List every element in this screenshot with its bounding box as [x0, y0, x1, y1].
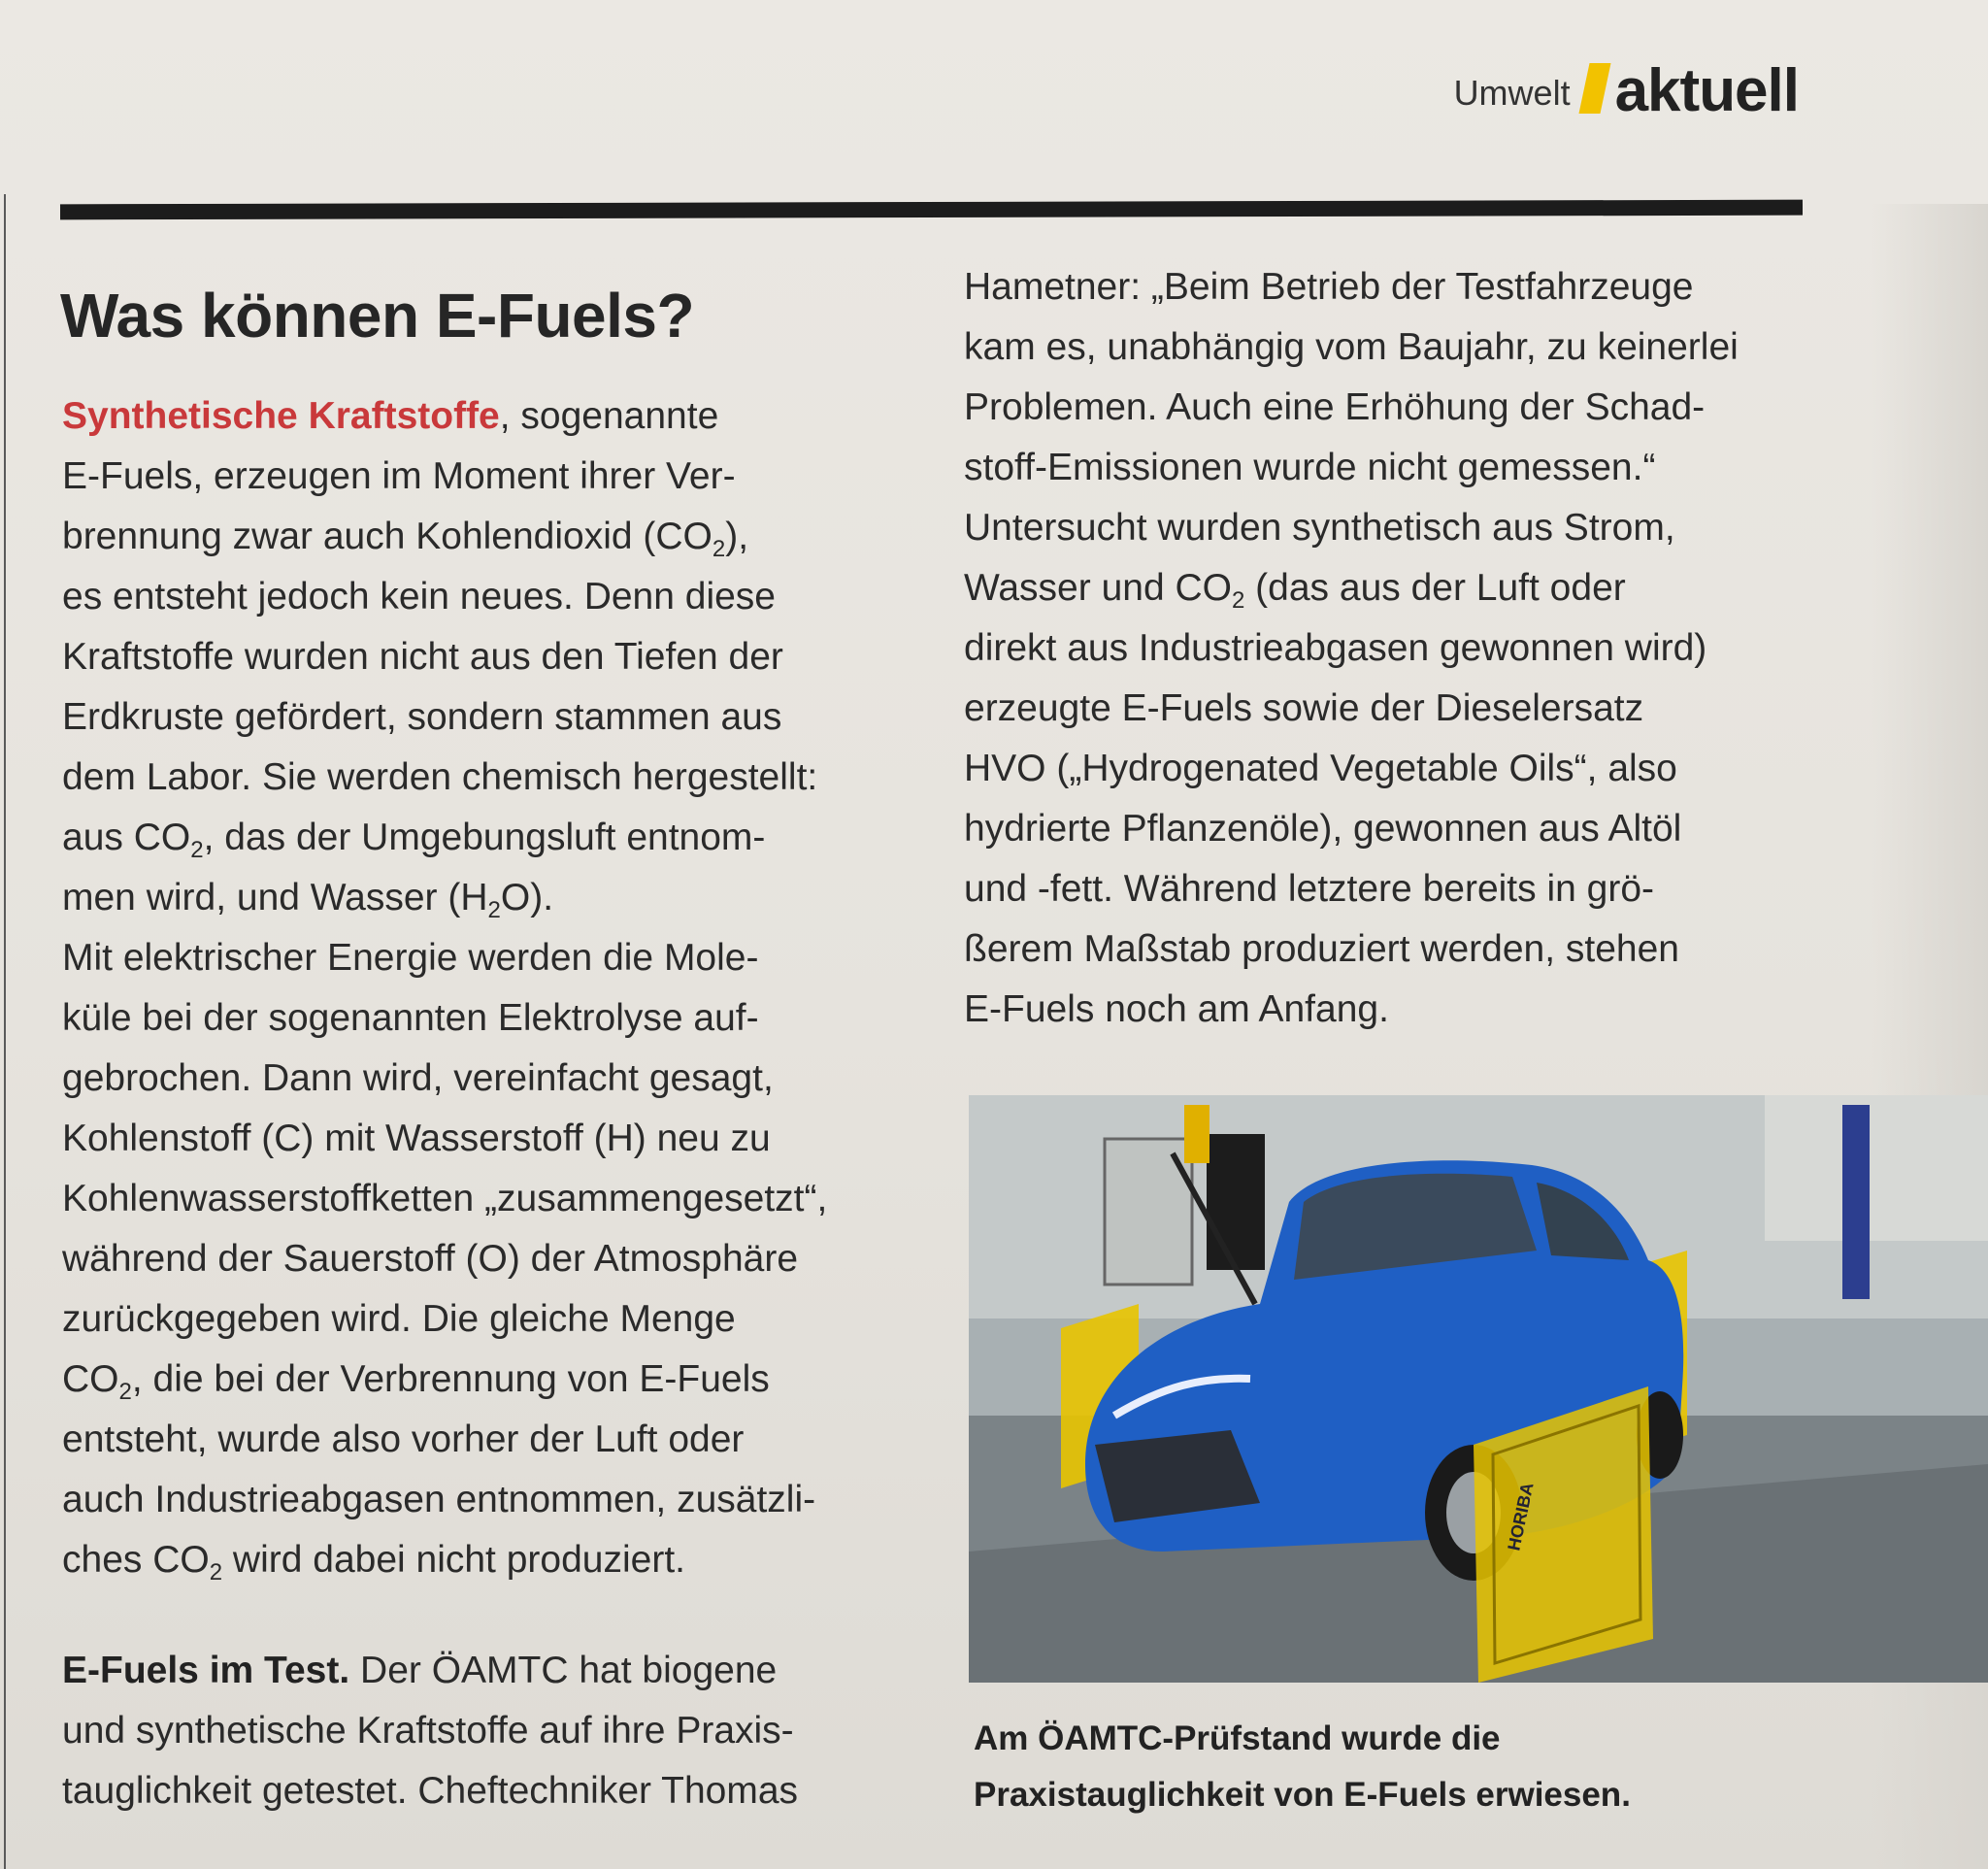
- text-line: zurückgegeben wird. Die gleiche Menge: [62, 1298, 736, 1340]
- page-fold-line: [4, 194, 6, 1869]
- text-line: erzeugte E-Fuels sowie der Dieselersatz: [964, 687, 1644, 729]
- section-label: Umwelt: [1453, 73, 1571, 113]
- text-line: $CO_2$, die bei der Verbrennung von E-Fuels: [62, 1358, 770, 1405]
- text-line: Kohlenwasserstoffketten „zusammengesetzt“,: [62, 1178, 828, 1219]
- text-line: E-Fuels noch am Anfang.: [964, 988, 1389, 1030]
- text-line: es entsteht jedoch kein neues. Denn diese: [62, 576, 777, 617]
- text-line: ches $CO_2$ wird dabei nicht produziert.: [62, 1539, 685, 1585]
- caption-line: Am ÖAMTC-Prüfstand wurde die: [974, 1719, 1501, 1757]
- text-line: Synthetische Kraftstoffe, sogenannte: [62, 395, 719, 437]
- lead-phrase: Synthetische Kraftstoffe: [62, 395, 500, 437]
- text-line: hydrierte Pflanzenöle), gewonnen aus Altöl: [964, 808, 1682, 850]
- text-line: Mit elektrischer Energie werden die Mole-: [62, 937, 759, 979]
- article-headline: Was können E-Fuels?: [60, 281, 695, 350]
- horiba-label: HORIBA: [1504, 1481, 1538, 1552]
- headline-rule: [60, 200, 1803, 220]
- text-line: während der Sauerstoff (O) der Atmosphäre: [62, 1238, 799, 1280]
- section-header: [1453, 53, 1799, 124]
- text-line: stoff-Emissionen wurde nicht gemessen.“: [964, 447, 1656, 488]
- text-line: Kohlenstoff (C) mit Wasserstoff (H) neu zu: [62, 1118, 771, 1159]
- text-line: Wasser und $CO_2$ (das aus der Luft oder: [964, 567, 1626, 614]
- text-line: Hametner: „Beim Betrieb der Testfahrzeuge: [964, 266, 1694, 308]
- header-accent-bar: [1578, 63, 1610, 114]
- caption-line: Praxistauglichkeit von E-Fuels erwiesen.: [974, 1776, 1631, 1814]
- test-bench-photo: [969, 1095, 1988, 1683]
- text-line: kam es, unabhängig vom Baujahr, zu keinerlei: [964, 326, 1739, 368]
- text-line: ßerem Maßstab produziert werden, stehen: [964, 928, 1680, 970]
- text-line: und synthetische Kraftstoffe auf ihre Praxis-: [62, 1710, 794, 1752]
- right-column: [964, 257, 1838, 1040]
- text-line: küle bei der sogenannten Elektrolyse auf-: [62, 997, 759, 1039]
- text-line: dem Labor. Sie werden chemisch hergestellt:: [62, 756, 818, 798]
- text-line: Kraftstoffe wurden nicht aus den Tiefen der: [62, 636, 783, 678]
- left-column: [62, 386, 936, 1821]
- subheading: E-Fuels im Test.: [62, 1650, 350, 1691]
- text-line: gebrochen. Dann wird, vereinfacht gesagt,: [62, 1057, 774, 1099]
- text-line: Untersucht wurden synthetisch aus Strom,: [964, 507, 1675, 549]
- text-line: Problemen. Auch eine Erhöhung der Schad-: [964, 386, 1706, 428]
- text-line: und -fett. Während letztere bereits in grö-: [964, 868, 1655, 910]
- text-line: auch Industrieabgasen entnommen, zusätzli-: [62, 1479, 816, 1520]
- text-line: men wird, und Wasser $(H_2O)$.: [62, 877, 554, 923]
- text-line: tauglichkeit getestet. Cheftechniker Thomas: [62, 1770, 799, 1812]
- section-title: aktuell: [1614, 57, 1799, 124]
- text-line: E-Fuels im Test. Der ÖAMTC hat biogene: [62, 1650, 778, 1691]
- text-line: HVO („Hydrogenated Vegetable Oils“, also: [964, 748, 1677, 789]
- photo-caption: [974, 1711, 1847, 1823]
- text-line: E-Fuels, erzeugen im Moment ihrer Ver-: [62, 455, 736, 497]
- text-line: direkt aus Industrieabgasen gewonnen wird): [964, 627, 1707, 669]
- text-line: aus $CO_2$, das der Umgebungsluft entnom-: [62, 817, 766, 863]
- text-line: entsteht, wurde also vorher der Luft oder: [62, 1418, 745, 1460]
- text-line: brennung zwar auch Kohlendioxid $(CO_2)$,: [62, 516, 749, 562]
- paragraph-gap: [62, 1590, 936, 1641]
- text-line: Erdkruste gefördert, sondern stammen aus: [62, 696, 782, 738]
